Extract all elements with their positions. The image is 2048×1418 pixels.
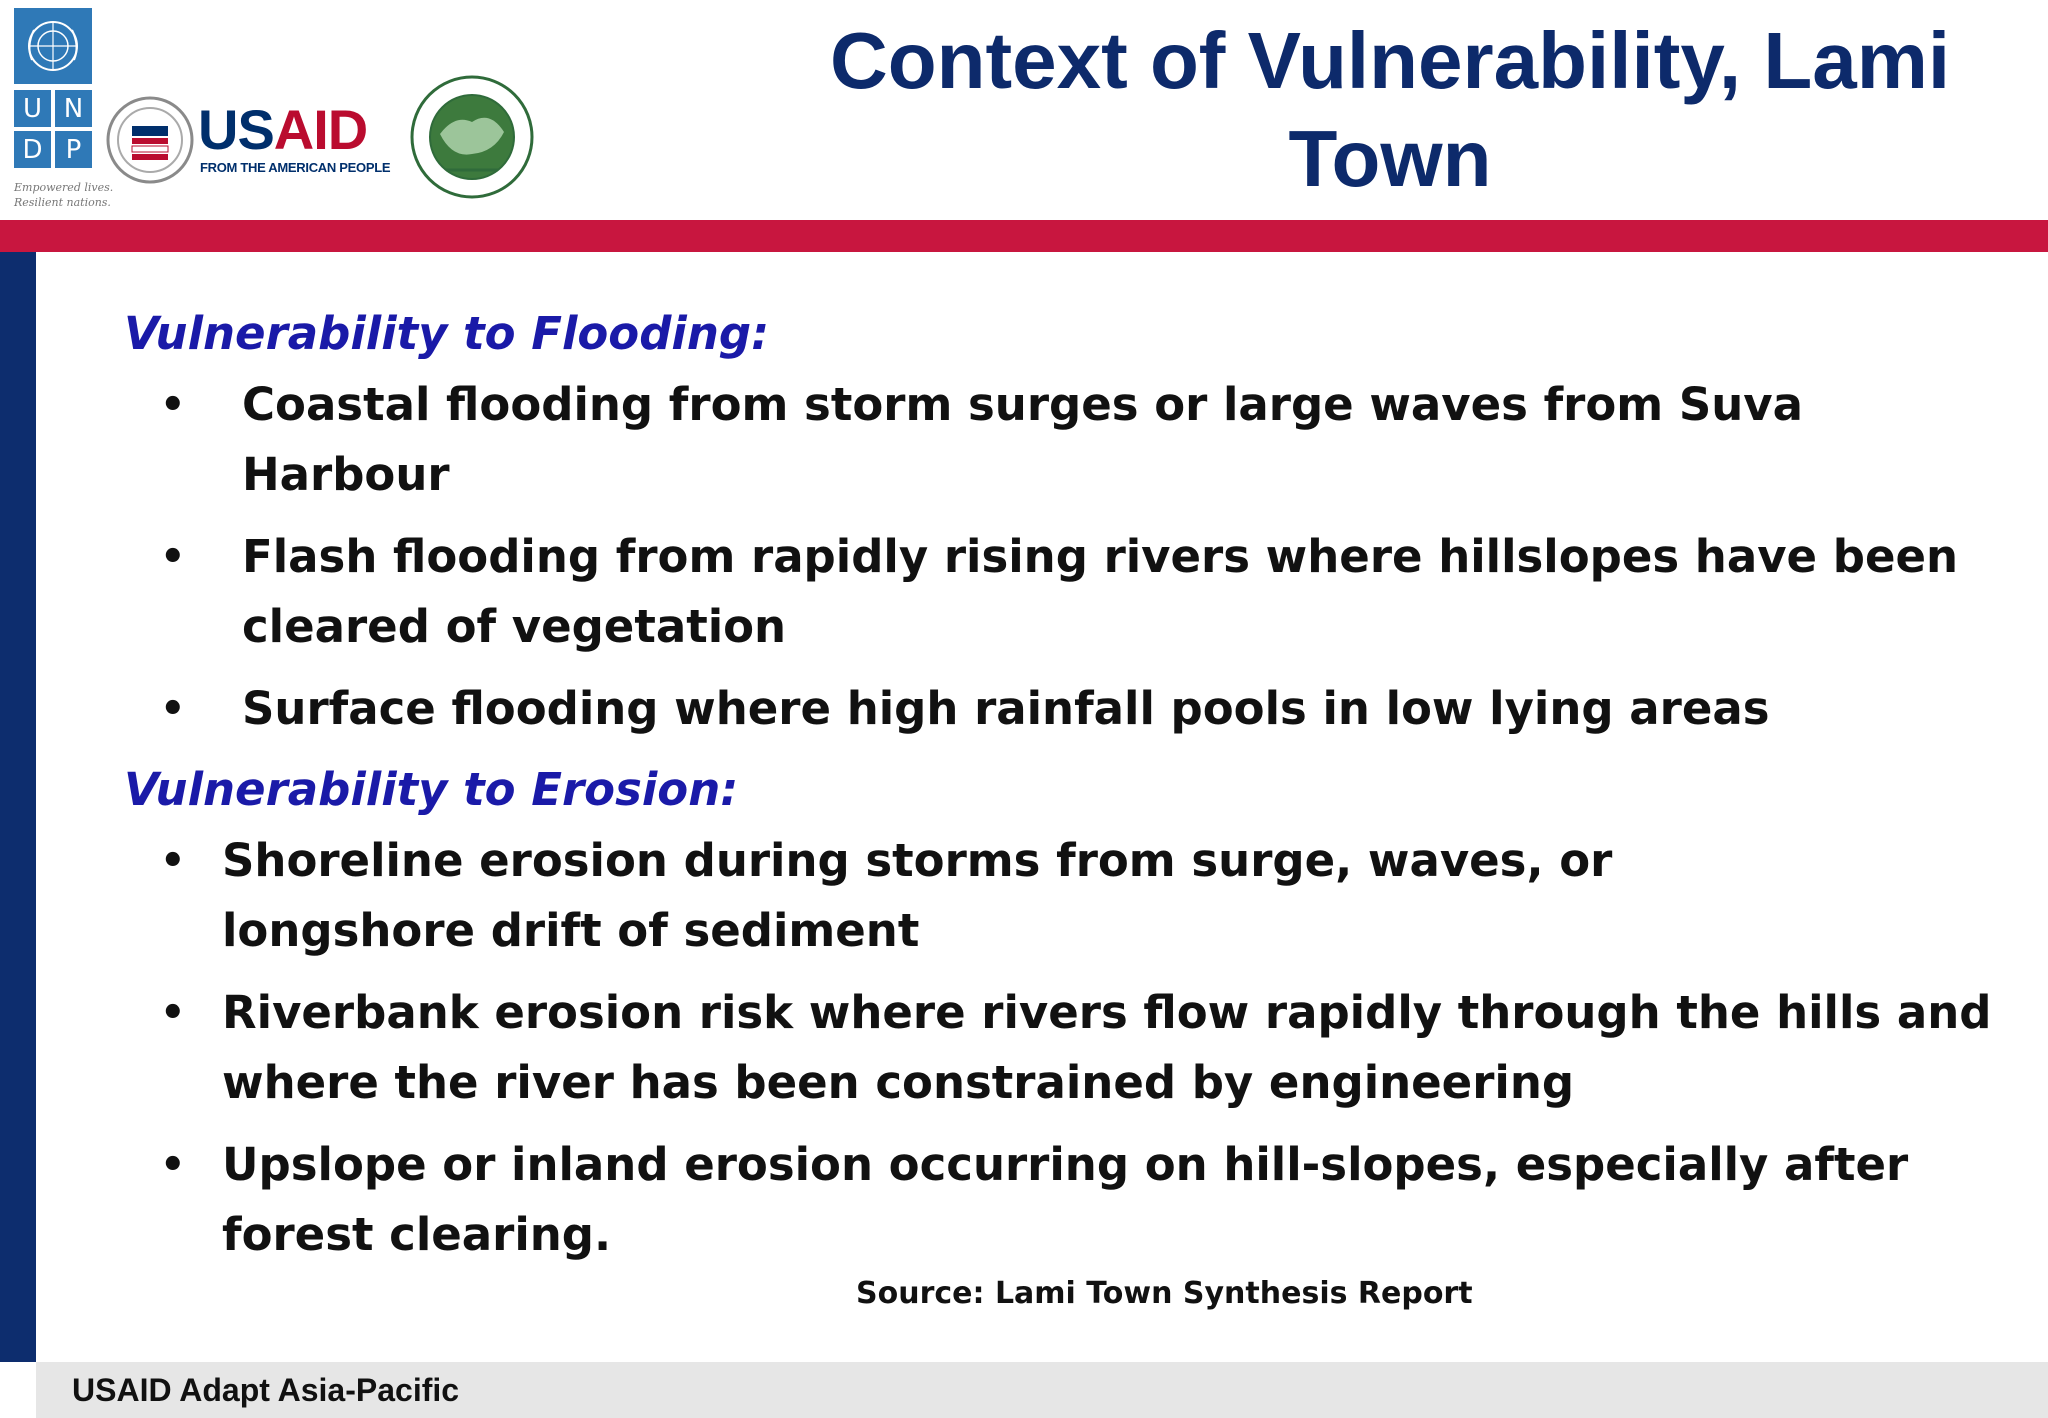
section-heading-flooding: Vulnerability to Flooding: [124, 307, 770, 360]
list-item-line: forest clearing. [222, 1208, 612, 1261]
undp-logo [14, 8, 114, 209]
undp-tagline: Empowered lives. Resilient nations. [14, 181, 114, 209]
list-item-line: Flash flooding from rapidly rising rivers where hillslopes have been [242, 530, 1959, 583]
bullet-icon: • [160, 686, 186, 732]
usaid-wordmark [198, 100, 367, 160]
source-citation: Source: Lami Town Synthesis Report [856, 1276, 1473, 1311]
list-item-line: Riverbank erosion risk where rivers flow rapidly through the hills and [222, 986, 1992, 1039]
bullet-icon: • [160, 534, 186, 580]
bullet-icon: • [160, 990, 186, 1036]
undp-letter: N [55, 90, 92, 127]
list-item-line: Harbour [242, 448, 450, 501]
logo-strip [0, 0, 560, 220]
list-item-line: Upslope or inland erosion occurring on hill-slopes, especially after [222, 1138, 1909, 1191]
list-item-line: Coastal flooding from storm surges or large waves from Suva [242, 378, 1803, 431]
list-item-line: longshore drift of sediment [222, 904, 920, 957]
undp-letter: D [14, 131, 51, 168]
usaid-seal-icon [106, 96, 194, 184]
ait-seal-icon [410, 74, 534, 200]
section-heading-erosion: Vulnerability to Erosion: [124, 763, 739, 816]
list-item-line: cleared of vegetation [242, 600, 787, 653]
slide-title: Context of Vulnerability, Lami Town [829, 16, 1951, 203]
slide-body [36, 252, 2048, 1362]
list-item-line: Surface flooding where high rainfall pools in low lying areas [242, 682, 1770, 735]
slide-footer [36, 1362, 2048, 1418]
list-item-line: where the river has been constrained by engineering [222, 1056, 1575, 1109]
usaid-us: US [198, 98, 274, 161]
undp-letter: U [14, 90, 51, 127]
undp-letter: P [55, 131, 92, 168]
red-divider-bar [0, 220, 2048, 252]
usaid-subtitle: FROM THE AMERICAN PEOPLE [200, 160, 391, 175]
list-item-line: Shoreline erosion during storms from surge, waves, or [222, 834, 1613, 887]
un-emblem-icon [14, 8, 92, 84]
left-accent-bar [0, 252, 36, 1362]
slide-header [0, 0, 2048, 220]
undp-letters [14, 90, 92, 168]
bullet-icon: • [160, 838, 186, 884]
usaid-aid: AID [273, 98, 368, 161]
footer-label: USAID Adapt Asia-Pacific [72, 1372, 460, 1408]
bullet-icon: • [160, 1142, 186, 1188]
bullet-icon: • [160, 382, 186, 428]
